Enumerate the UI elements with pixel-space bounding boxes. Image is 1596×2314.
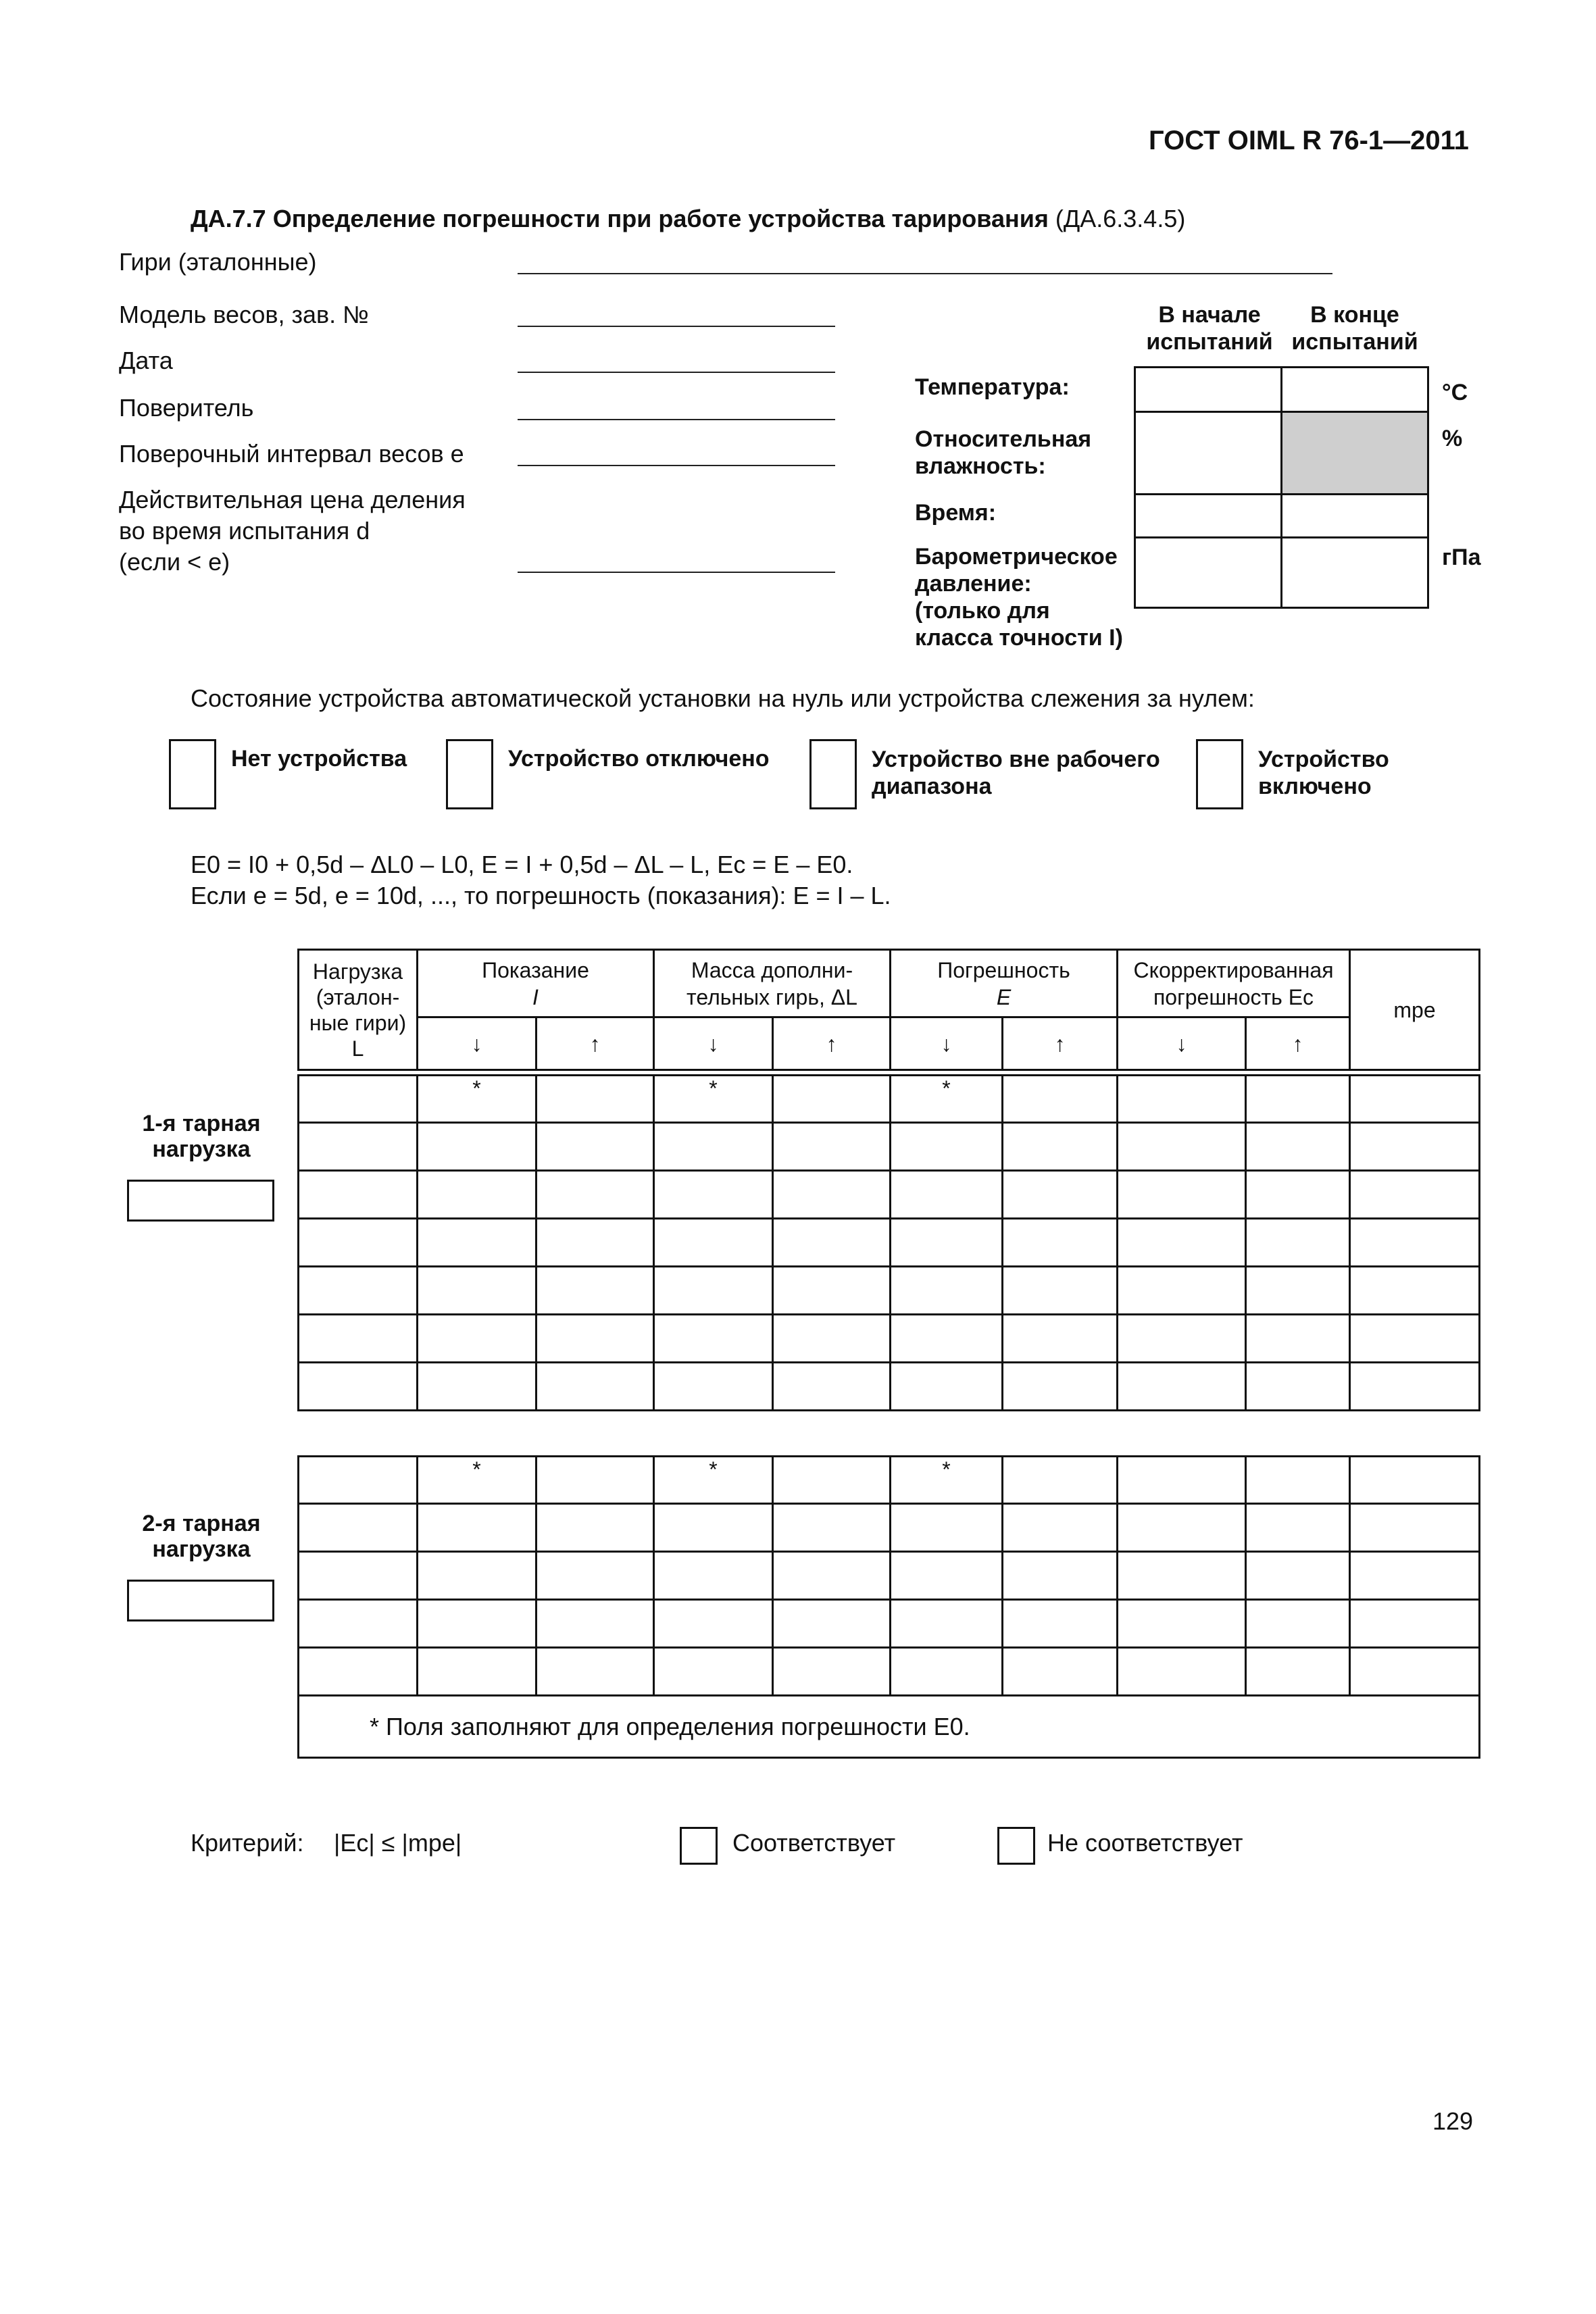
table-cell[interactable] bbox=[1003, 1648, 1118, 1696]
label-pressure-4: класса точности I) bbox=[915, 625, 1123, 651]
indication-down-arrow: ↓ bbox=[418, 1017, 537, 1070]
header-indication-1: Показание bbox=[482, 957, 589, 982]
table-cell[interactable] bbox=[418, 1504, 537, 1552]
table-cell[interactable] bbox=[1246, 1457, 1350, 1504]
unit-temperature: °C bbox=[1442, 380, 1468, 405]
tare2-value-box[interactable] bbox=[127, 1580, 274, 1621]
label-humidity-2: влажность: bbox=[915, 453, 1046, 479]
table-cell[interactable] bbox=[418, 1267, 537, 1315]
table-row bbox=[299, 1076, 1480, 1123]
table-cell[interactable] bbox=[299, 1171, 418, 1219]
header-additional-1: Масса дополни- bbox=[691, 957, 853, 982]
table-cell[interactable] bbox=[1118, 1457, 1246, 1504]
table-cell[interactable] bbox=[537, 1171, 654, 1219]
humidity-start-cell[interactable] bbox=[1135, 412, 1282, 495]
table-cell[interactable] bbox=[418, 1600, 537, 1648]
table-cell[interactable] bbox=[1118, 1648, 1246, 1696]
table-cell[interactable] bbox=[418, 1648, 537, 1696]
col-end-header bbox=[1284, 301, 1426, 355]
model-input-line[interactable] bbox=[518, 326, 835, 327]
state-label: Состояние устройства автоматической установки на нуль или устройства слежения за нулем: bbox=[191, 684, 1255, 712]
table-cell[interactable] bbox=[299, 1504, 418, 1552]
label-pressure-2: давление: bbox=[915, 571, 1032, 597]
criterion-pass: Соответствует bbox=[732, 1829, 896, 1857]
table-cell[interactable] bbox=[1003, 1076, 1118, 1123]
table-cell[interactable] bbox=[1246, 1315, 1350, 1363]
table-cell[interactable] bbox=[1118, 1504, 1246, 1552]
header-indication-2: I bbox=[532, 984, 539, 1009]
table-cell[interactable] bbox=[1246, 1267, 1350, 1315]
table-cell[interactable] bbox=[1118, 1363, 1246, 1411]
table-row bbox=[299, 1267, 1480, 1315]
tare2-label bbox=[122, 1511, 281, 1562]
table-cell[interactable] bbox=[891, 1504, 1003, 1552]
checkbox-out-of-range[interactable] bbox=[809, 739, 857, 809]
criterion-formula: |Ec| ≤ |mpe| bbox=[334, 1829, 462, 1857]
label-time: Время: bbox=[915, 500, 997, 526]
field-label-division-2: во время испытания d bbox=[119, 517, 370, 545]
table-cell[interactable] bbox=[299, 1363, 418, 1411]
table-row bbox=[299, 1363, 1480, 1411]
time-start-cell[interactable] bbox=[1135, 495, 1282, 538]
table-cell[interactable] bbox=[1003, 1363, 1118, 1411]
option-device-on-1: Устройство bbox=[1258, 747, 1389, 772]
table-cell[interactable] bbox=[1350, 1457, 1480, 1504]
field-label-division-3: (если < e) bbox=[119, 548, 230, 576]
table-cell[interactable] bbox=[1350, 1552, 1480, 1600]
table-cell[interactable] bbox=[891, 1363, 1003, 1411]
division-input-line[interactable] bbox=[518, 572, 835, 573]
table-cell[interactable] bbox=[891, 1315, 1003, 1363]
table-cell[interactable] bbox=[418, 1363, 537, 1411]
table-cell[interactable] bbox=[537, 1504, 654, 1552]
formula-line-2: Если e = 5d, e = 10d, ..., то погрешность (показания): E = I – L. bbox=[191, 882, 891, 909]
table-cell[interactable] bbox=[654, 1552, 773, 1600]
tare1-table bbox=[297, 949, 1480, 1411]
tare2-label-1: 2-я тарная bbox=[142, 1511, 261, 1536]
error-up-arrow: ↑ bbox=[1003, 1017, 1118, 1070]
table-cell[interactable] bbox=[1246, 1123, 1350, 1171]
page-number: 129 bbox=[1432, 2107, 1474, 2135]
table-cell[interactable] bbox=[1003, 1123, 1118, 1171]
table-row bbox=[299, 1457, 1480, 1504]
table-row bbox=[299, 1552, 1480, 1600]
header-mpe: mpe bbox=[1350, 950, 1480, 1070]
star-cell[interactable]: * bbox=[654, 1076, 773, 1123]
star-cell[interactable]: * bbox=[654, 1457, 773, 1504]
col-start-line2: испытаний bbox=[1146, 329, 1273, 355]
section-title bbox=[191, 204, 1185, 234]
table-cell[interactable] bbox=[654, 1648, 773, 1696]
table-cell[interactable] bbox=[891, 1267, 1003, 1315]
table-cell[interactable] bbox=[1246, 1504, 1350, 1552]
table-cell[interactable] bbox=[537, 1363, 654, 1411]
table-cell[interactable] bbox=[1118, 1600, 1246, 1648]
table-cell[interactable] bbox=[773, 1552, 891, 1600]
label-humidity-1: Относительная bbox=[915, 426, 1092, 452]
table-cell[interactable] bbox=[773, 1504, 891, 1552]
col-start-header bbox=[1142, 301, 1277, 355]
table-row bbox=[299, 1219, 1480, 1267]
section-heading: Определение погрешности при работе устройства тарирования bbox=[272, 205, 1049, 232]
date-input-line[interactable] bbox=[518, 372, 835, 373]
table-cell[interactable] bbox=[891, 1648, 1003, 1696]
temp-end-cell[interactable] bbox=[1282, 368, 1428, 412]
header-error bbox=[891, 950, 1118, 1017]
header-load-2: (эталон- bbox=[316, 984, 400, 1009]
label-humidity bbox=[915, 426, 1091, 480]
table-cell[interactable] bbox=[1118, 1315, 1246, 1363]
table-cell[interactable] bbox=[537, 1267, 654, 1315]
table-cell[interactable] bbox=[418, 1171, 537, 1219]
table-cell[interactable] bbox=[1118, 1123, 1246, 1171]
table-cell[interactable] bbox=[1350, 1648, 1480, 1696]
weights-input-line[interactable] bbox=[518, 273, 1332, 274]
header-additional-2: тельных гирь, ΔL bbox=[687, 984, 857, 1009]
checkbox-device-off[interactable] bbox=[446, 739, 493, 809]
table-cell[interactable] bbox=[1350, 1267, 1480, 1315]
table-cell[interactable] bbox=[773, 1648, 891, 1696]
table-cell[interactable] bbox=[1246, 1363, 1350, 1411]
table-cell[interactable] bbox=[299, 1219, 418, 1267]
col-end-line1: В конце bbox=[1310, 302, 1399, 328]
time-end-cell[interactable] bbox=[1282, 495, 1428, 538]
field-label-model: Модель весов, зав. № bbox=[119, 301, 369, 328]
table-cell[interactable] bbox=[537, 1219, 654, 1267]
star-cell[interactable]: * bbox=[418, 1457, 537, 1504]
table-cell[interactable] bbox=[773, 1076, 891, 1123]
checkbox-device-on[interactable] bbox=[1196, 739, 1243, 809]
table-cell[interactable] bbox=[299, 1123, 418, 1171]
table-cell[interactable] bbox=[1350, 1219, 1480, 1267]
checkbox-pass[interactable] bbox=[680, 1827, 718, 1865]
table-cell[interactable] bbox=[773, 1363, 891, 1411]
label-pressure-3: (только для bbox=[915, 598, 1050, 624]
table-cell[interactable] bbox=[891, 1219, 1003, 1267]
table-row bbox=[299, 1600, 1480, 1648]
document-standard: ГОСТ OIML R 76-1—2011 bbox=[1149, 126, 1469, 155]
table-cell[interactable] bbox=[1003, 1315, 1118, 1363]
unit-pressure: гПа bbox=[1442, 545, 1481, 570]
table-cell[interactable] bbox=[654, 1123, 773, 1171]
header-additional-weights bbox=[654, 950, 891, 1017]
table-cell[interactable] bbox=[537, 1315, 654, 1363]
field-label-division-1: Действительная цена деления bbox=[119, 486, 466, 513]
header-load bbox=[299, 950, 418, 1070]
table-cell[interactable] bbox=[773, 1457, 891, 1504]
field-label-interval: Поверочный интервал весов e bbox=[119, 440, 464, 468]
table-cell[interactable] bbox=[537, 1600, 654, 1648]
table-cell[interactable] bbox=[773, 1219, 891, 1267]
table-cell[interactable] bbox=[1118, 1219, 1246, 1267]
table-cell[interactable] bbox=[1003, 1267, 1118, 1315]
table-row bbox=[299, 1171, 1480, 1219]
section-ref: (ДА.6.3.4.5) bbox=[1055, 205, 1186, 232]
table-cell[interactable] bbox=[773, 1600, 891, 1648]
header-corrected-2: погрешность Ec bbox=[1153, 984, 1314, 1009]
table-cell[interactable] bbox=[1003, 1457, 1118, 1504]
table-row bbox=[299, 1315, 1480, 1363]
table-cell[interactable] bbox=[537, 1648, 654, 1696]
table-cell[interactable] bbox=[1350, 1600, 1480, 1648]
field-label-weights: Гири (эталонные) bbox=[119, 248, 317, 276]
table-cell[interactable] bbox=[654, 1267, 773, 1315]
table-cell[interactable] bbox=[299, 1267, 418, 1315]
table-row bbox=[299, 1123, 1480, 1171]
table-cell[interactable] bbox=[1246, 1171, 1350, 1219]
table-cell[interactable] bbox=[891, 1552, 1003, 1600]
verifier-input-line[interactable] bbox=[518, 419, 835, 420]
star-cell[interactable]: * bbox=[891, 1076, 1003, 1123]
formula-line-1: E0 = I0 + 0,5d – ΔL0 – L0, E = I + 0,5d – ΔL – L, Ec = E – E0. bbox=[191, 851, 853, 878]
table-cell[interactable] bbox=[537, 1552, 654, 1600]
interval-input-line[interactable] bbox=[518, 465, 835, 466]
table-cell[interactable] bbox=[299, 1457, 418, 1504]
table-cell[interactable] bbox=[418, 1552, 537, 1600]
header-error-1: Погрешность bbox=[937, 957, 1070, 982]
error-down-arrow: ↓ bbox=[891, 1017, 1003, 1070]
option-out-of-range-2: диапазона bbox=[872, 774, 992, 799]
tare1-label-2: нагрузка bbox=[152, 1136, 251, 1162]
label-pressure-1: Барометрическое bbox=[915, 544, 1118, 570]
table-cell[interactable] bbox=[1003, 1219, 1118, 1267]
star-cell[interactable]: * bbox=[891, 1457, 1003, 1504]
table-cell[interactable] bbox=[1118, 1552, 1246, 1600]
option-device-on bbox=[1258, 746, 1389, 800]
col-start-line1: В начале bbox=[1158, 302, 1261, 328]
header-error-2: E bbox=[996, 984, 1012, 1009]
header-load-4: L bbox=[351, 1036, 364, 1061]
table-cell[interactable] bbox=[1003, 1552, 1118, 1600]
table-cell[interactable] bbox=[1246, 1219, 1350, 1267]
pressure-start-cell[interactable] bbox=[1135, 538, 1282, 608]
table-cell[interactable] bbox=[1118, 1076, 1246, 1123]
star-cell[interactable]: * bbox=[418, 1076, 537, 1123]
tare1-label bbox=[122, 1111, 281, 1162]
table-cell[interactable] bbox=[654, 1363, 773, 1411]
table-cell[interactable] bbox=[299, 1600, 418, 1648]
option-device-on-2: включено bbox=[1258, 774, 1372, 799]
option-no-device: Нет устройства bbox=[231, 746, 407, 772]
checkbox-fail[interactable] bbox=[997, 1827, 1035, 1865]
option-out-of-range bbox=[872, 746, 1160, 800]
option-out-of-range-1: Устройство вне рабочего bbox=[872, 747, 1160, 772]
criterion-label: Критерий: bbox=[191, 1829, 304, 1857]
checkbox-no-device[interactable] bbox=[169, 739, 216, 809]
field-label-verifier: Поверитель bbox=[119, 394, 254, 422]
table-cell[interactable] bbox=[891, 1171, 1003, 1219]
conditions-grid bbox=[1134, 366, 1429, 609]
col-end-line2: испытаний bbox=[1291, 329, 1418, 355]
pressure-end-cell[interactable] bbox=[1282, 538, 1428, 608]
table-cell[interactable] bbox=[299, 1315, 418, 1363]
corrected-up-arrow: ↑ bbox=[1246, 1017, 1350, 1070]
table-cell[interactable] bbox=[1350, 1123, 1480, 1171]
criterion-fail: Не соответствует bbox=[1047, 1829, 1243, 1857]
table-cell[interactable] bbox=[1246, 1600, 1350, 1648]
table-cell[interactable] bbox=[773, 1171, 891, 1219]
table-cell[interactable] bbox=[1350, 1171, 1480, 1219]
header-load-1: Нагрузка bbox=[312, 959, 403, 984]
table-cell[interactable] bbox=[299, 1648, 418, 1696]
table-cell[interactable] bbox=[1003, 1600, 1118, 1648]
table-cell[interactable] bbox=[418, 1219, 537, 1267]
tare2-label-2: нагрузка bbox=[152, 1536, 251, 1562]
corrected-down-arrow: ↓ bbox=[1118, 1017, 1246, 1070]
tare2-table bbox=[297, 1455, 1480, 1759]
table-cell[interactable] bbox=[1246, 1648, 1350, 1696]
label-temperature: Температура: bbox=[915, 374, 1070, 400]
table-cell[interactable] bbox=[299, 1552, 418, 1600]
table-cell[interactable] bbox=[654, 1171, 773, 1219]
table-cell[interactable] bbox=[418, 1315, 537, 1363]
humidity-end-cell-shaded bbox=[1282, 412, 1428, 495]
table-cell[interactable] bbox=[1118, 1267, 1246, 1315]
table-cell[interactable] bbox=[654, 1600, 773, 1648]
table-cell[interactable] bbox=[537, 1457, 654, 1504]
table-cell[interactable] bbox=[1003, 1504, 1118, 1552]
table-cell[interactable] bbox=[537, 1123, 654, 1171]
tare1-value-box[interactable] bbox=[127, 1180, 274, 1222]
table-cell[interactable] bbox=[654, 1219, 773, 1267]
table-cell[interactable] bbox=[891, 1600, 1003, 1648]
tare1-label-1: 1-я тарная bbox=[142, 1111, 261, 1136]
table-cell[interactable] bbox=[1246, 1552, 1350, 1600]
table-cell[interactable] bbox=[1118, 1171, 1246, 1219]
additional-up-arrow: ↑ bbox=[773, 1017, 891, 1070]
table-cell[interactable] bbox=[418, 1123, 537, 1171]
table-row bbox=[299, 1504, 1480, 1552]
label-pressure bbox=[915, 543, 1123, 651]
table-cell[interactable] bbox=[773, 1315, 891, 1363]
additional-down-arrow: ↓ bbox=[654, 1017, 773, 1070]
header-load-3: ные гири) bbox=[309, 1010, 407, 1035]
table-cell[interactable] bbox=[654, 1315, 773, 1363]
footnote: * Поля заполняют для определения погрешности E0. bbox=[299, 1696, 1480, 1758]
header-indication bbox=[418, 950, 654, 1017]
table-cell[interactable] bbox=[654, 1504, 773, 1552]
table-cell[interactable] bbox=[537, 1076, 654, 1123]
field-label-date: Дата bbox=[119, 347, 173, 374]
option-device-off: Устройство отключено bbox=[508, 746, 770, 772]
table-cell[interactable] bbox=[773, 1123, 891, 1171]
section-number: ДА.7.7 bbox=[191, 205, 266, 232]
table-cell[interactable] bbox=[1246, 1076, 1350, 1123]
table-cell[interactable] bbox=[1350, 1504, 1480, 1552]
table-cell[interactable] bbox=[891, 1123, 1003, 1171]
table-cell[interactable] bbox=[1350, 1363, 1480, 1411]
header-separator bbox=[299, 1070, 1480, 1076]
unit-humidity: % bbox=[1442, 426, 1463, 451]
indication-up-arrow: ↑ bbox=[537, 1017, 654, 1070]
table-cell[interactable] bbox=[1003, 1171, 1118, 1219]
table-cell[interactable] bbox=[1350, 1076, 1480, 1123]
table-cell[interactable] bbox=[299, 1076, 418, 1123]
table-cell[interactable] bbox=[1350, 1315, 1480, 1363]
header-corrected-error bbox=[1118, 950, 1350, 1017]
table-cell[interactable] bbox=[773, 1267, 891, 1315]
temp-start-cell[interactable] bbox=[1135, 368, 1282, 412]
table-row bbox=[299, 1648, 1480, 1696]
header-corrected-1: Скорректированная bbox=[1133, 957, 1334, 982]
